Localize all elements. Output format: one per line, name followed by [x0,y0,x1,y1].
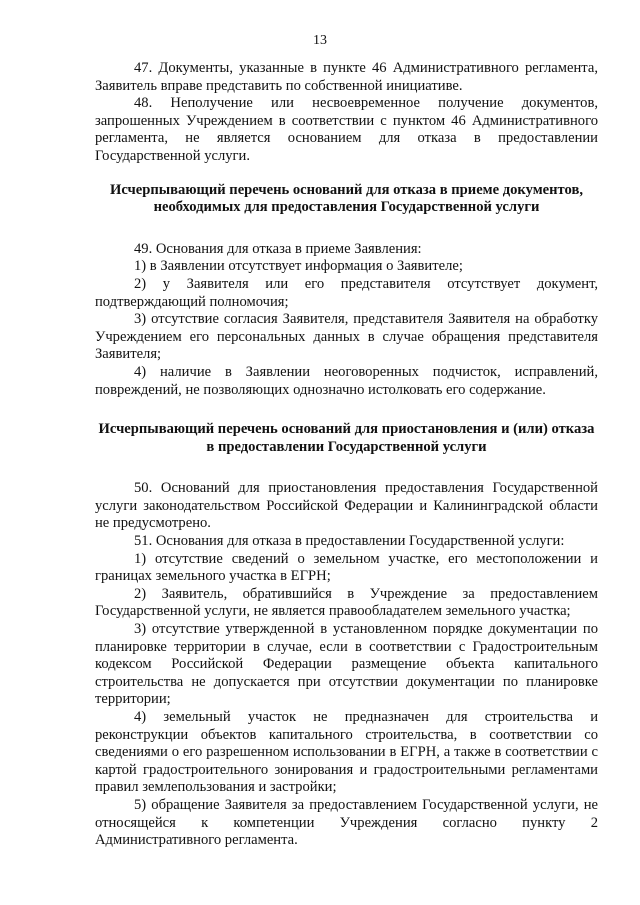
list-item-49-3: 3) отсутствие согласия Заявителя, представителя Заявителя на обработку Учреждением его персональных данных в случае обращения представителя Заявителя; [95,311,598,363]
paragraph-50: 50. Оснований для приостановления предоставления Государственной услуги законодательством Российской Федерации и Калининградской области не предусмотрено. [95,480,598,532]
list-item-51-1: 1) отсутствие сведений о земельном участке, его местоположении и границах земельного участка в ЕГРН; [95,550,598,585]
section-heading-refusal-acceptance: Исчерпывающий перечень оснований для отказа в приеме документов, необходимых для предоставления Государственной услуги [110,181,583,216]
list-item-51-2: 2) Заявитель, обратившийся в Учреждение за предоставлением Государственной услуги, не является правообладателем земельного участка; [95,585,598,620]
page-number: 13 [313,33,327,48]
document-body [95,60,598,850]
list-item-49-2: 2) у Заявителя или его представителя отсутствует документ, подтверждающий полномочия; [95,275,598,310]
list-item-49-4: 4) наличие в Заявлении неоговоренных подчисток, исправлений, повреждений, не позволяющих однозначно истолковать его содержание. [95,363,598,398]
paragraph-48: 48. Неполучение или несвоевременное получение документов, запрошенных Учреждением в соответствии с пунктом 46 Административного регламента, не является основанием для отказа в предоставлении Государственной услуги. [95,95,598,164]
list-item-51-4: 4) земельный участок не предназначен для строительства и реконструкции объектов капитального строительства, в соответствии со сведениями о его разрешенном использовании в ЕГРН, а также в соответствии с картой градостроительного зонирования и градостроительными регламентами правил землепользования и застройки; [95,709,598,796]
list-item-49-1: 1) в Заявлении отсутствует информация о Заявителе; [134,258,463,275]
list-item-51-3: 3) отсутствие утвержденной в установленном порядке документации по планировке территории в случае, если в соответствии с Градостроительным кодексом Российской Федерации размещение объекта капитального строительства не допускается при отсутствии документации по планировке территории; [95,621,598,708]
list-item-51-5: 5) обращение Заявителя за предоставлением Государственной услуги, не относящейся к компетенции Учреждения согласно пункту 2 Административного регламента. [95,796,598,849]
paragraph-51: 51. Основания для отказа в предоставлении Государственной услуги: [134,533,565,550]
paragraph-49: 49. Основания для отказа в приеме Заявления: [134,240,422,257]
paragraph-47: 47. Документы, указанные в пункте 46 Административного регламента, Заявитель вправе представить по собственной инициативе. [95,60,598,94]
section-heading-suspension-refusal: Исчерпывающий перечень оснований для приостановления и (или) отказа в предоставлении Государственной услуги [98,421,595,455]
